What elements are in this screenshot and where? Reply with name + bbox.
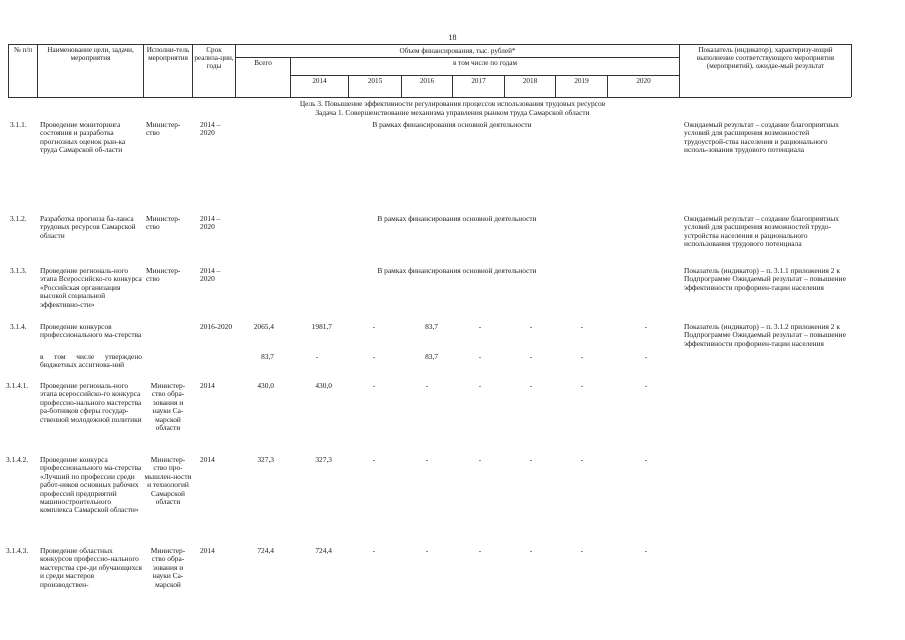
header-col-indicator: Показатель (индикатор), характеризу-ющий выполнение соответствующего мероприятия (мероприятий), ожидае-мый результат (696, 46, 835, 70)
row-term: 2014 (200, 455, 215, 464)
row-term: 2014 – 2020 (200, 214, 221, 232)
row-name: Проведение конкурсов профессионального ма-стерства (40, 322, 142, 340)
row-name: в том числе утверждено бюджетных ассигнова-ний (40, 352, 142, 370)
header-col-by-years: в том числе по годам (452, 59, 518, 67)
row-2020: - (644, 381, 648, 390)
row-2019: - (580, 381, 584, 390)
row-executor: Министер-ство (146, 214, 181, 232)
row-number: 3.1.2. (10, 214, 27, 223)
row-number: 3.1.4.1. (6, 381, 29, 390)
row-executor: Министер-ство (146, 120, 181, 138)
header-year: 2017 (471, 77, 486, 85)
header-year: 2016 (419, 77, 435, 85)
row-term: 2014 (200, 381, 215, 390)
header-year: 2020 (636, 77, 651, 85)
header-top-border (8, 44, 851, 45)
row-2015: - (372, 546, 376, 555)
row-total: 430,0 (257, 381, 274, 390)
row-number: 3.1.1. (10, 120, 27, 129)
row-2019: - (580, 546, 584, 555)
row-name: Проведение конкурса профессионального ма-стерства «Лучший по профессии среди работ-ников основных рабочих профессий предприятий машиностроительного комплекса Самарской области» (40, 455, 142, 515)
row-2020: - (644, 546, 648, 555)
row-2018: - (529, 455, 533, 464)
goal-heading: Цель 3. Повышение эффективности регулирования процессов использования трудовых ресурсов (299, 99, 606, 108)
row-2015: - (372, 322, 376, 331)
row-2014: 724,4 (315, 546, 332, 555)
header-year: 2014 (312, 77, 327, 85)
row-2014: 1981,7 (311, 322, 332, 331)
row-2020: - (644, 352, 648, 361)
header-year: 2015 (367, 77, 383, 85)
header-col-no: № п/п (13, 46, 33, 54)
header-col-funding: Объем финансирования, тыс. рублей* (399, 47, 516, 55)
row-2019: - (580, 352, 584, 361)
funding-subheader-line (235, 57, 679, 58)
row-2017: - (478, 322, 482, 331)
row-2018: - (529, 381, 533, 390)
row-2020: - (644, 322, 648, 331)
row-2018: - (529, 546, 533, 555)
row-number: 3.1.4.2. (6, 455, 29, 464)
row-term: 2014 (200, 546, 215, 555)
row-2019: - (580, 455, 584, 464)
row-number: 3.1.3. (10, 266, 27, 275)
row-2016: 83,7 (425, 352, 438, 361)
row-number: 3.1.4. (10, 322, 27, 331)
page-number: 18 (448, 33, 457, 42)
row-term: 2014 – 2020 (200, 266, 221, 284)
row-indicator: Показатель (индикатор) – п. 3.1.2 приложения 2 к Подпрограмме Ожидаемый результат – повышение эффективности профориен-тации населения (684, 322, 846, 348)
grid-vline (851, 44, 852, 97)
row-2018: - (529, 352, 533, 361)
header-bottom-border (8, 97, 851, 98)
row-name: Проведение областных конкурсов профессио-нального мастерства сре-ди обучающихся и среди мастеров производствен- (40, 546, 142, 589)
header-col-total: Всего (254, 59, 272, 67)
row-2017: - (478, 455, 482, 464)
row-2017: - (478, 546, 482, 555)
row-executor: Министер-ство обра-зования и науки Са-марской (150, 546, 186, 589)
row-name: Разработка прогноза ба-ланса трудовых ресурсов Самарской области (40, 214, 136, 240)
row-indicator: Ожидаемый результат – создание благоприятных условий для расширения возможностей трудоустрой-ства населения и рационального исполь-зования трудового потенциала (684, 120, 839, 155)
row-name: Проведение региональ-ного этапа всероссийско-го конкурса профессио-нального мастерства ра-ботников сферы государ-ственной молодежной политики (40, 381, 142, 424)
row-funding-note: В рамках финансирования основной деятельности (377, 266, 537, 275)
row-funding-note: В рамках финансирования основной деятельности (377, 214, 537, 223)
row-2015: - (372, 381, 376, 390)
header-col-exec: Исполни-тель мероприятия (146, 46, 190, 62)
header-col-name: Наименование цели, задачи, мероприятия (47, 46, 134, 62)
row-2016: - (425, 455, 429, 464)
row-executor: Министер-ство (146, 266, 181, 284)
row-term: 2016-2020 (200, 322, 233, 331)
row-2018: - (529, 322, 533, 331)
row-number: 3.1.4.3. (6, 546, 29, 555)
row-term: 2014 – 2020 (200, 120, 221, 138)
row-2015: - (372, 455, 376, 464)
row-indicator: Ожидаемый результат – создание благоприятных условий для расширения возможностей трудо-устройства населения и рационального использования трудового потенциала (684, 214, 839, 249)
row-2016: - (425, 381, 429, 390)
row-2017: - (478, 352, 482, 361)
row-2014: 430,0 (315, 381, 332, 390)
row-2016: 83,7 (425, 322, 438, 331)
row-2016: - (425, 546, 429, 555)
row-2020: - (644, 455, 648, 464)
row-2014: - (315, 352, 319, 361)
header-year: 2018 (522, 77, 538, 85)
row-total: 83,7 (261, 352, 274, 361)
row-total: 724,4 (257, 546, 274, 555)
task-heading: Задача 1. Совершенствование механизма управления рынком труда Самарской области (315, 108, 590, 117)
header-year: 2019 (574, 77, 589, 85)
row-total: 2065,4 (253, 322, 274, 331)
row-name: Проведение мониторинга состояния и разработка прогнозных оценок рын-ка труда Самарской об-ласти (40, 120, 126, 155)
row-2017: - (478, 381, 482, 390)
header-col-term: Срок реализа-ции, годы (194, 46, 234, 70)
row-executor: Министер-ство обра-зования и науки Са-марской области (150, 381, 186, 433)
row-2019: - (580, 322, 584, 331)
row-total: 327,3 (257, 455, 274, 464)
row-2014: 327,3 (315, 455, 332, 464)
row-2015: - (372, 352, 376, 361)
row-executor: Министер-ство про-мышлен-ности и технологий Самарской области (144, 455, 192, 507)
row-name: Проведение региональ-ного этапа Всероссийско-го конкурса «Российская организация высокой социальной эффективно-сти» (40, 266, 142, 309)
row-funding-note: В рамках финансирования основной деятельности (372, 120, 532, 129)
row-indicator: Показатель (индикатор) – п. 3.1.1 приложения 2 к Подпрограмме Ожидаемый результат – повышение эффективности профориен-тации населения (684, 266, 846, 292)
